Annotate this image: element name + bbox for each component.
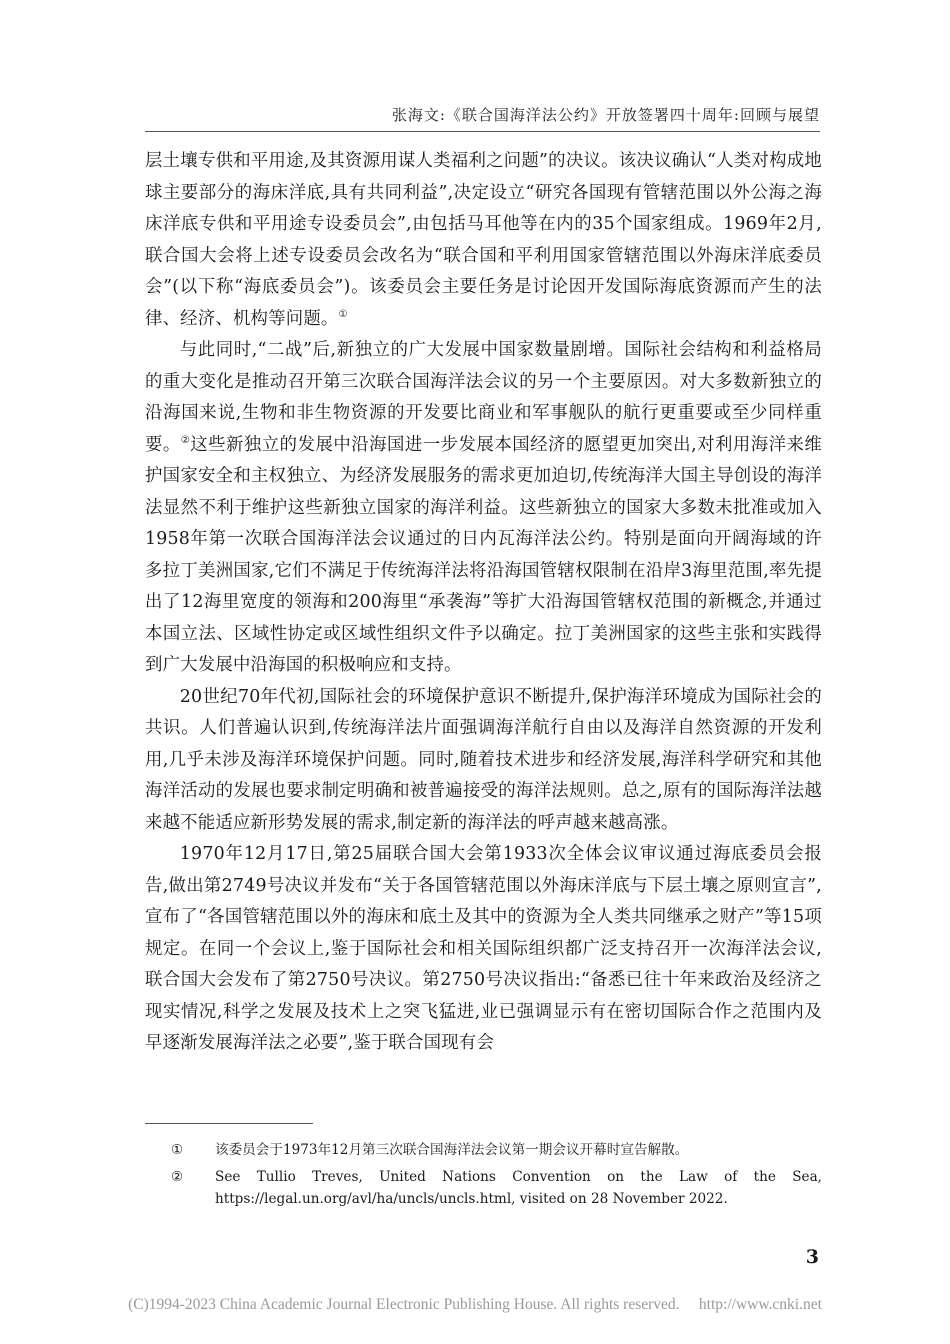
running-header: 张海文:《联合国海洋法公约》开放签署四十周年:回顾与展望 <box>391 106 820 124</box>
paragraph-text: 层土壤专供和平用途,及其资源用谋人类福利之问题”的决议。该决议确认“人类对构成地球主要部分的海床洋底,具有共同利益”,决定设立“研究各国现有管辖范围以外公海之海床洋底专供和平用途专设委员会”,由包括马耳他等在内的35个国家组成。1969年2月,联合国大会将上述专设委员会改名为“联合国和平利用国家管辖范围以外海床洋底委员会”(以下称“海底委员会”)。该委员会主要任务是讨论因开发国际海底资源而产生的法律、经济、机构等问题。 <box>145 151 822 329</box>
paragraph-text: 1970年12月17日,第25届联合国大会第1933次全体会议审议通过海底委员会报告,做出第2749号决议并发布“关于各国管辖范围以外海床洋底与下层土壤之原则宣言”,宣布了“各国管辖范围以外的海床和底土及其中的资源为全人类共同继承之财产”等15项规定。在同一个会议上,鉴于国际社会和相关国际组织都广泛支持召开一次海洋法会议,联合国大会发布了第2750号决议。第2750号决议指出:“备悉已往十年来政治及经济之现实情况,科学之发展及技术上之突飞猛进,业已强调显示有在密切国际合作之范围内及早逐渐发展海洋法之必要”,鉴于联合国现有会 <box>145 844 822 1053</box>
header-divider <box>145 131 820 132</box>
footnote-text: See Tullio Treves, United Nations Convention on the Law of the Sea, https://legal.un.org/avl/ha/uncls/uncls.html, visited on 28 November 2022. <box>215 1169 822 1207</box>
paragraph <box>145 839 822 1060</box>
footnote-2 <box>145 1166 822 1210</box>
footnote-1 <box>145 1139 822 1161</box>
paragraph <box>145 682 822 840</box>
footnote-divider <box>145 1123 313 1124</box>
footnote-ref-1[interactable]: ① <box>338 308 348 320</box>
footnotes <box>145 1139 822 1210</box>
copyright-line: (C)1994-2023 China Academic Journal Electronic Publishing House. All rights reserved. http://www.cnki.net <box>128 1296 822 1313</box>
footnote-marker: ① <box>171 1142 184 1158</box>
footnote-marker: ② <box>171 1169 184 1185</box>
page-number: 3 <box>805 1246 819 1268</box>
paragraph-text: 这些新独立的发展中沿海国进一步发展本国经济的愿望更加突出,对利用海洋来维护国家安全和主权独立、为经济发展服务的需求更加迫切,传统海洋大国主导创设的海洋法显然不利于维护这些新独立国家的海洋利益。这些新独立的国家大多数未批准或加入1958年第一次联合国海洋法会议通过的日内瓦海洋法公约。特别是面向开阔海域的许多拉丁美洲国家,它们不满足于传统海洋法将沿海国管辖权限制在沿岸3海里范围,率先提出了12海里宽度的领海和200海里“承袭海”等扩大沿海国管辖权范围的新概念,并通过本国立法、区域性协定或区域性组织文件予以确定。拉丁美洲国家的这些主张和实践得到广大发展中沿海国的积极响应和支持。 <box>145 434 823 675</box>
paragraph-text: 20世纪70年代初,国际社会的环境保护意识不断提升,保护海洋环境成为国际社会的共识。人们普遍认识到,传统海洋法片面强调海洋航行自由以及海洋自然资源的开发利用,几乎未涉及海洋环境保护问题。同时,随着技术进步和经济发展,海洋科学研究和其他海洋活动的发展也要求制定明确和被普遍接受的海洋法规则。总之,原有的国际海洋法越来越不能适应新形势发展的需求,制定新的海洋法的呼声越来越高涨。 <box>145 686 822 833</box>
footnote-text: 该委员会于1973年12月第三次联合国海洋法会议第一期会议开幕时宣告解散。 <box>215 1142 689 1158</box>
footnote-ref-2[interactable]: ② <box>180 434 191 446</box>
paragraph <box>145 146 822 335</box>
paragraph-text: 与此同时,“二战”后,新独立的广大发展中国家数量剧增。国际社会结构和利益格局的重大变化是推动召开第三次联合国海洋法会议的另一个主要原因。对大多数新独立的沿海国来说,生物和非生物资源的开发要比商业和军事舰队的航行更重要或至少同样重要。 <box>145 340 822 455</box>
article-body <box>145 146 822 1060</box>
paragraph <box>145 335 822 682</box>
